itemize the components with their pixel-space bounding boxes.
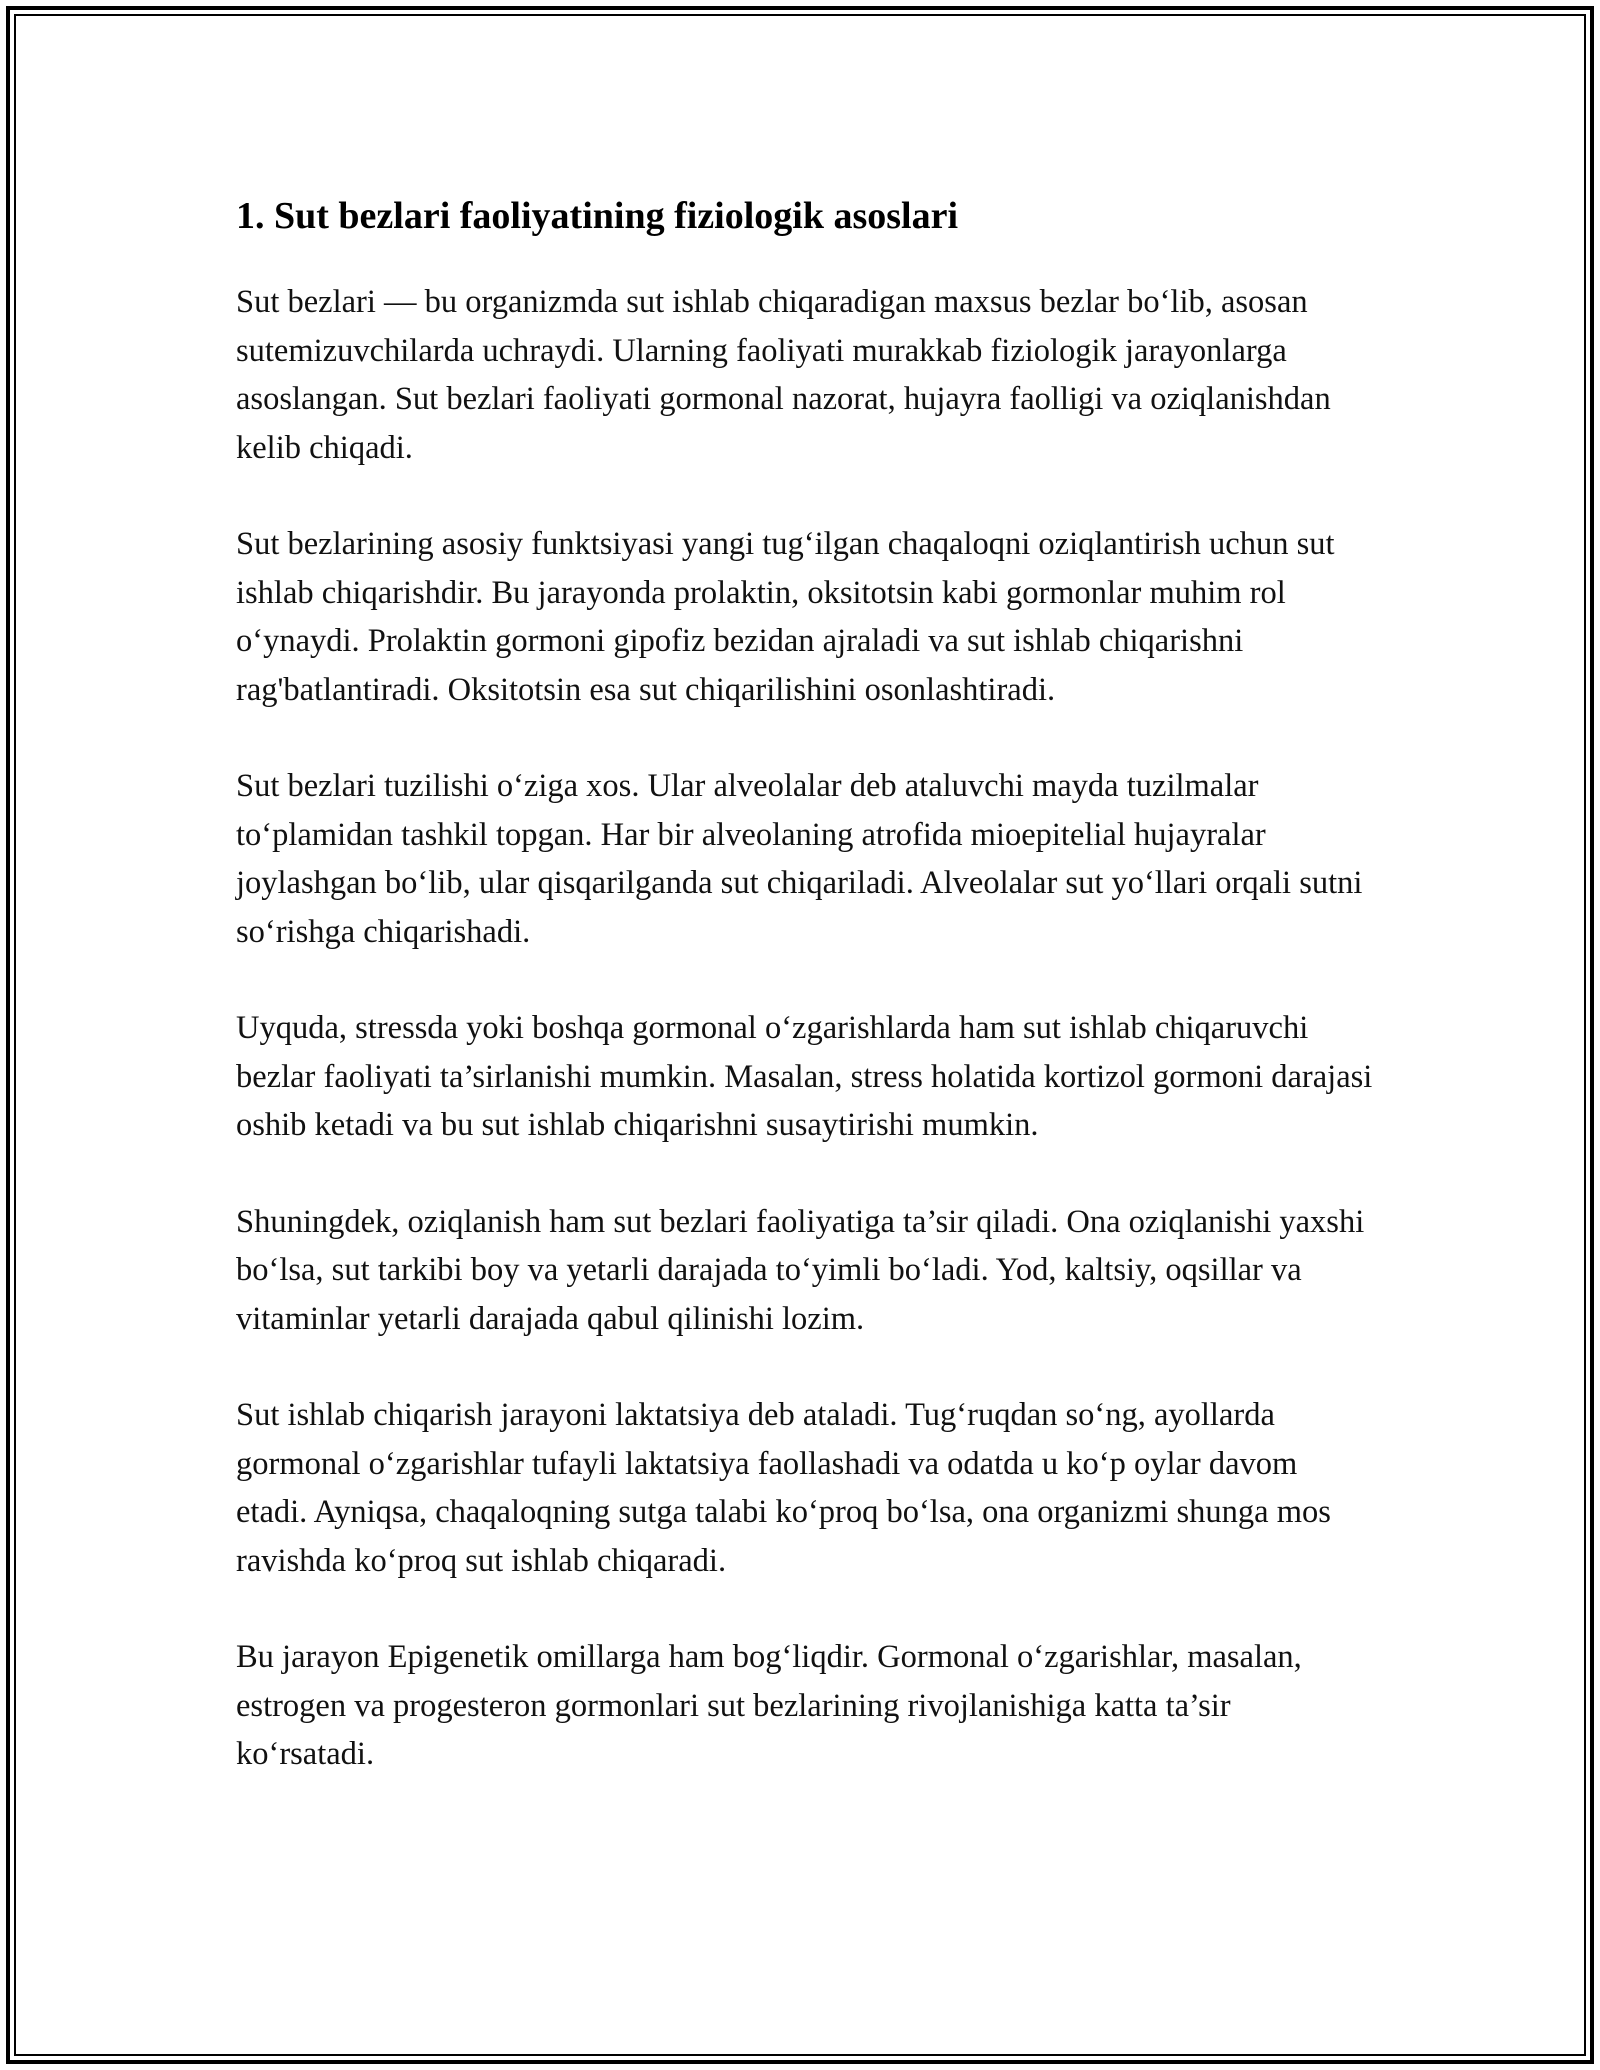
paragraph-5: Shuningdek, oziqlanish ham sut bezlari faoliyatiga ta’sir qiladi. Ona oziqlanishi yaxshi bo‘lsa, sut tarkibi boy va yetarli darajada to‘yimli bo‘ladi. Yod, kaltsiy, oqsillar va vitaminlar yetarli darajada qabul qilinishi lozim.: [236, 1203, 1365, 1337]
paragraph-3: Sut bezlari tuzilishi o‘ziga xos. Ular alveolalar deb ataluvchi mayda tuzilmalar to‘plamidan tashkil topgan. Har bir alveolaning atrofida mioepitelial hujayralar joylashgan bo‘lib, ular qisqarilganda sut chiqariladi. Alveolalar sut yo‘llari orqali sutni so‘rishga chiqarishadi.: [236, 768, 1363, 950]
paragraph-2: Sut bezlarining asosiy funktsiyasi yangi tug‘ilgan chaqaloqni oziqlantirish uchun sut ishlab chiqarishdir. Bu jarayonda prolaktin, oksitotsin kabi gormonlar muhim rol o‘ynaydi. Prolaktin gormoni gipofiz bezidan ajraladi va sut ishlab chiqarishni rag'batlantiradi. Oksitotsin esa sut chiqarilishini osonlashtiradi.: [236, 526, 1335, 708]
paragraph-7: Bu jarayon Epigenetik omillarga ham bog‘liqdir. Gormonal o‘zgarishlar, masalan, estrogen va progesteron gormonlari sut bezlarining rivojlanishiga katta ta’sir ko‘rsatadi.: [236, 1639, 1302, 1772]
paragraph-1: Sut bezlari — bu organizmda sut ishlab chiqaradigan maxsus bezlar bo‘lib, asosan sutemizuvchilarda uchraydi. Ularning faoliyati murakkab fiziologik jarayonlarga asoslangan. Sut bezlari faoliyati gormonal nazorat, hujayra faolligi va oziqlanishdan kelib chiqadi.: [236, 284, 1331, 466]
section-heading: 1. Sut bezlari faoliyatining fiziologik asoslari: [236, 195, 959, 237]
paragraph-6: Sut ishlab chiqarish jarayoni laktatsiya deb ataladi. Tug‘ruqdan so‘ng, ayollarda gormonal o‘zgarishlar tufayli laktatsiya faollashadi va odatda u ko‘p oylar davom etadi. Ayniqsa, chaqaloqning sutga talabi ko‘proq bo‘lsa, ona organizmi shunga mos ravishda ko‘proq sut ishlab chiqaradi.: [236, 1397, 1331, 1579]
paragraph-4: Uyquda, stressda yoki boshqa gormonal o‘zgarishlarda ham sut ishlab chiqaruvchi bezlar faoliyati ta’sirlanishi mumkin. Masalan, stress holatida kortizol gormoni darajasi oshib ketadi va bu sut ishlab chiqarishni susaytirishi mumkin.: [236, 1010, 1373, 1143]
document-body: [236, 188, 1376, 1827]
